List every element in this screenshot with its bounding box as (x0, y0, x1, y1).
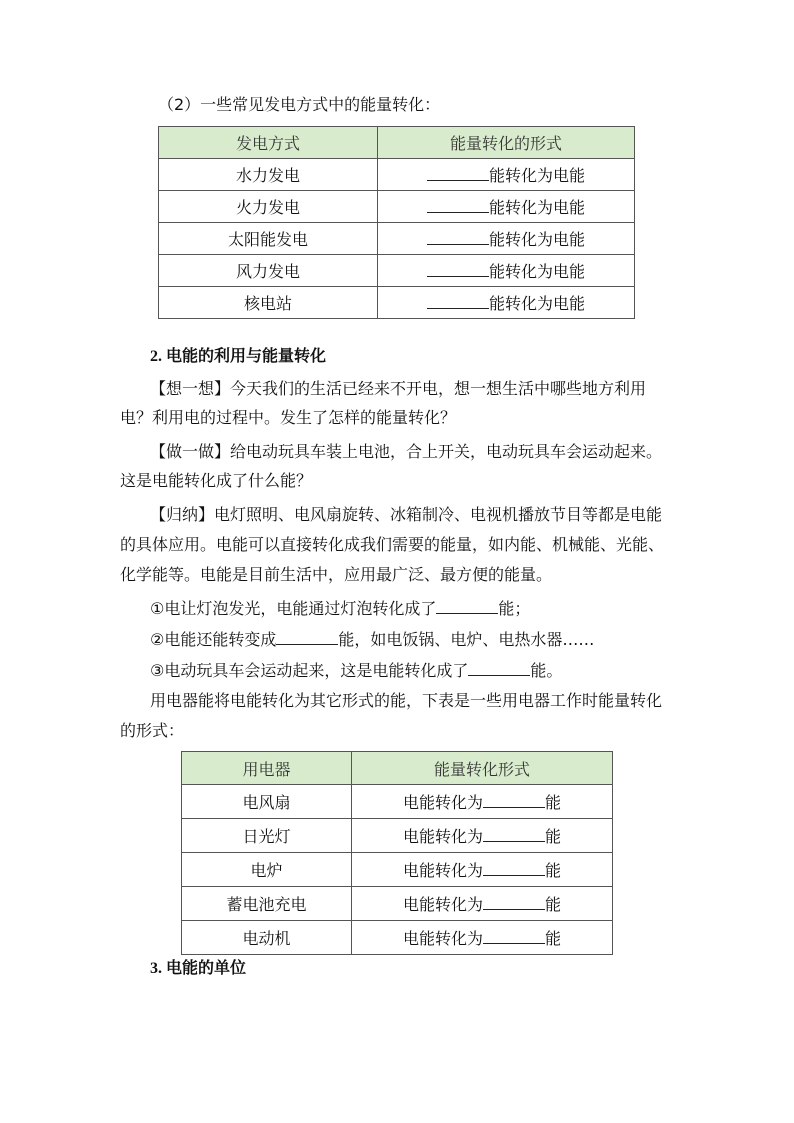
table-row (159, 223, 635, 255)
device-cell: 日光灯 (182, 819, 352, 853)
form-prefix: 电能转化为 (402, 861, 483, 880)
fill-blank (436, 597, 498, 614)
form-cell (378, 159, 635, 191)
item-3-text: ③电动玩具车会运动起来，这是电能转化成了 (150, 661, 469, 680)
summary-line2: 的具体应用。电能可以直接转化成我们需要的能量，如内能、机械能、光能、 (120, 535, 665, 554)
form-prefix: 电能转化为 (402, 793, 483, 812)
form-suffix: 能 (545, 929, 562, 948)
form-cell (352, 853, 613, 887)
think-label: 【想一想】 (150, 379, 231, 398)
table-row (159, 287, 635, 319)
summary-line1 (150, 504, 662, 526)
appliance-table (181, 751, 613, 955)
device-cell: 电动机 (182, 921, 352, 955)
fill-blank (427, 164, 489, 181)
fill-blank (427, 196, 489, 213)
think-paragraph-line2: 电？利用电的过程中。发生了怎样的能量转化？ (120, 408, 457, 427)
table-header-form: 能量转化形式 (352, 752, 613, 785)
form-suffix: 能转化为电能 (488, 166, 585, 185)
form-cell (378, 287, 635, 319)
fill-blank (427, 292, 489, 309)
summary-line3: 化学能等。电能是目前生活中，应用最广泛、最方便的能量。 (120, 565, 553, 584)
item-3-suffix: 能。 (530, 661, 563, 680)
appliance-intro-line2: 的形式： (120, 721, 185, 740)
form-cell (352, 921, 613, 955)
table-row (182, 819, 613, 853)
generation-table (158, 126, 635, 319)
table-header-form: 能量转化的形式 (378, 127, 635, 159)
fill-blank (427, 260, 489, 277)
form-suffix: 能转化为电能 (488, 198, 585, 217)
form-cell (352, 785, 613, 819)
device-cell: 电风扇 (182, 785, 352, 819)
form-suffix: 能 (545, 861, 562, 880)
do-paragraph-line1 (150, 441, 662, 463)
form-prefix: 电能转化为 (402, 895, 483, 914)
form-suffix: 能 (545, 793, 562, 812)
table-row (159, 191, 635, 223)
item-2 (150, 628, 594, 651)
do-text: 给电动玩具车装上电池，合上开关，电动玩具车会运动起来。 (230, 442, 663, 461)
fill-blank (483, 825, 545, 842)
item-3 (150, 659, 562, 682)
form-cell (378, 191, 635, 223)
table-row (182, 887, 613, 921)
form-suffix: 能 (545, 827, 562, 846)
method-cell: 水力发电 (159, 159, 378, 191)
appliance-intro-line1: 用电器能将电能转化为其它形式的能，下表是一些用电器工作时能量转化 (150, 691, 663, 710)
think-text: 今天我们的生活已经来不开电，想一想生活中哪些地方利用 (230, 379, 647, 398)
table-row (182, 921, 613, 955)
item-1 (150, 597, 530, 620)
table-header-row (182, 752, 613, 785)
method-cell: 核电站 (159, 287, 378, 319)
device-cell: 电炉 (182, 853, 352, 887)
form-cell (378, 255, 635, 287)
form-suffix: 能转化为电能 (488, 262, 585, 281)
do-paragraph-line2: 这是电能转化成了什么能？ (120, 471, 313, 490)
form-prefix: 电能转化为 (402, 827, 483, 846)
item-2-text: ②电能还能转变成 (150, 630, 277, 649)
form-cell (378, 223, 635, 255)
fill-blank (483, 791, 545, 808)
fill-blank (276, 628, 338, 645)
table-row (159, 255, 635, 287)
item-2-suffix: 能，如电饭锅、电炉、电热水器…… (338, 630, 595, 649)
form-cell (352, 887, 613, 921)
fill-blank (427, 228, 489, 245)
section-heading-3: 3. 电能的单位 (150, 960, 247, 977)
think-paragraph-line1 (150, 378, 646, 400)
form-suffix: 能转化为电能 (488, 230, 585, 249)
fill-blank (483, 893, 545, 910)
do-label: 【做一做】 (150, 442, 231, 461)
table-header-device: 用电器 (182, 752, 352, 785)
table-header-row (159, 127, 635, 159)
section-heading-2: 2. 电能的利用与能量转化 (150, 348, 327, 365)
summary-text: 电灯照明、电风扇旋转、冰箱制冷、电视机播放节目等都是电能 (214, 505, 663, 524)
form-prefix: 电能转化为 (402, 929, 483, 948)
method-cell: 火力发电 (159, 191, 378, 223)
fill-blank (483, 859, 545, 876)
table-row (182, 853, 613, 887)
method-cell: 风力发电 (159, 255, 378, 287)
table-header-method: 发电方式 (159, 127, 378, 159)
item-1-text: ①电让灯泡发光，电能通过灯泡转化成了 (150, 599, 437, 618)
form-cell (352, 819, 613, 853)
table-row (182, 785, 613, 819)
table-row (159, 159, 635, 191)
summary-label: 【归纳】 (150, 505, 215, 524)
form-suffix: 能 (545, 895, 562, 914)
device-cell: 蓄电池充电 (182, 887, 352, 921)
item-1-suffix: 能； (498, 599, 531, 618)
fill-blank (483, 927, 545, 944)
method-cell: 太阳能发电 (159, 223, 378, 255)
form-suffix: 能转化为电能 (488, 294, 585, 313)
generation-intro: （2）一些常见发电方式中的能量转化： (158, 95, 441, 114)
fill-blank (468, 659, 530, 676)
